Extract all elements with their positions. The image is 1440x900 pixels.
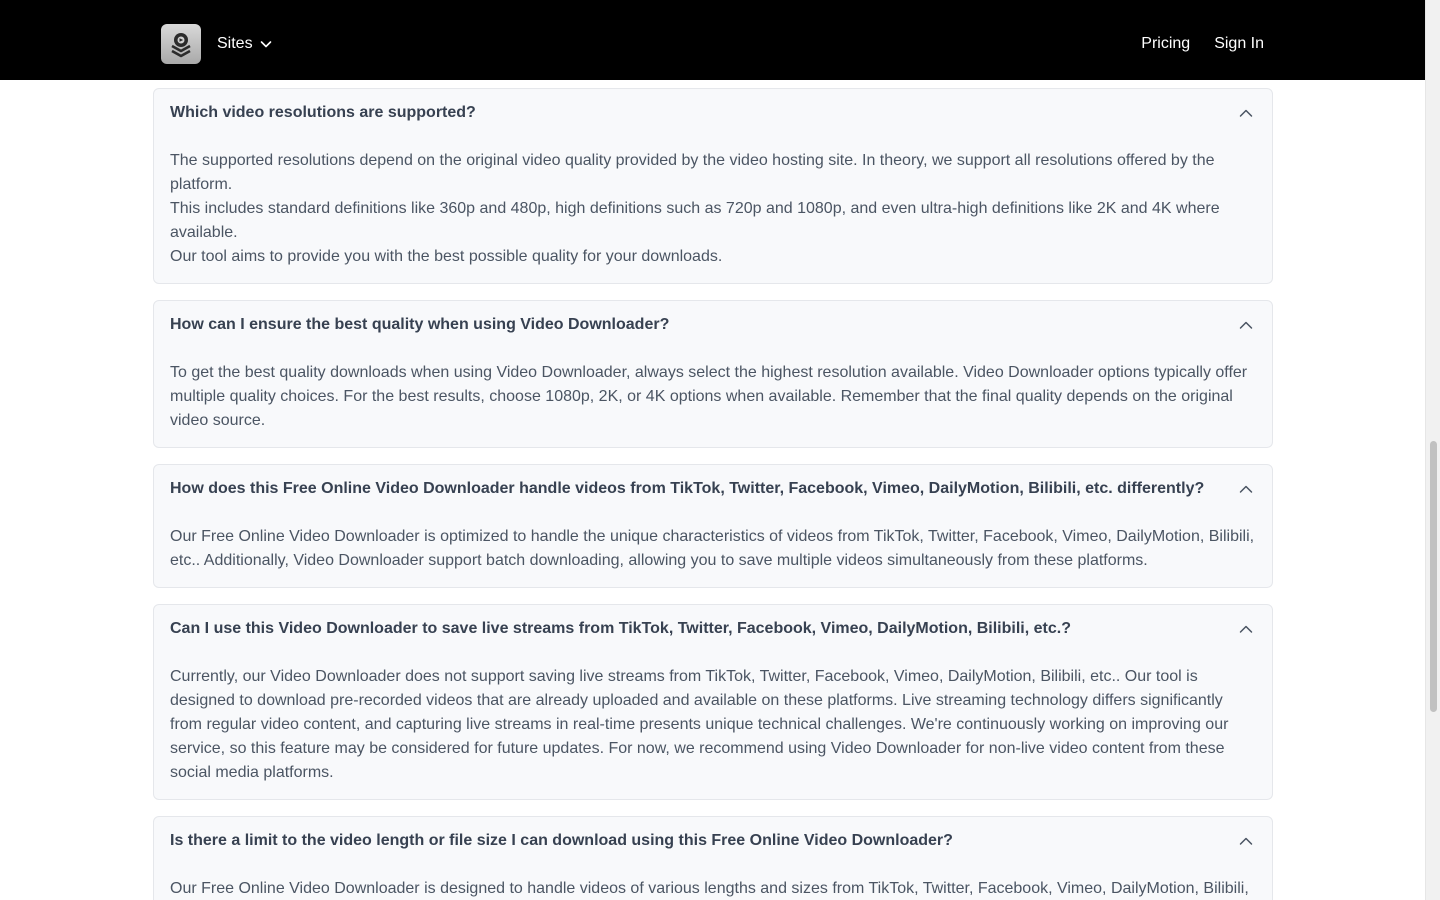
scrollbar-thumb[interactable]	[1430, 441, 1437, 712]
sites-dropdown[interactable]	[217, 31, 273, 57]
faq-question: Is there a limit to the video length or file size I can download using this Free Online Video Downloader?	[170, 832, 953, 849]
faq-answer-line: To get the best quality downloads when using Video Downloader, always select the highest resolution available. Video Downloader options typically offer multiple quality choices. For the best results, choose 1080p, 2K, or 4K options when available. Remember that the final quality depends on the original video source.	[170, 364, 1248, 429]
pricing-link[interactable]: Pricing	[1141, 35, 1191, 52]
faq-item-live-streams	[153, 604, 1273, 800]
faq-answer-line: The supported resolutions depend on the original video quality provided by the video hosting site. In theory, we support all resolutions offered by the platform.	[170, 152, 1215, 193]
faq-answer	[154, 641, 1272, 799]
faq-answer	[154, 337, 1272, 447]
faq-answer-line: Our Free Online Video Downloader is designed to handle videos of various lengths and sizes from TikTok, Twitter, Facebook, Vimeo, DailyMotion, Bilibili,	[170, 880, 1249, 897]
faq-question-row[interactable]	[154, 817, 1272, 853]
faq-item-size-limit	[153, 816, 1273, 900]
sites-label: Sites	[217, 35, 253, 52]
chevron-up-icon[interactable]	[1238, 105, 1254, 121]
faq-question: How does this Free Online Video Downloader handle videos from TikTok, Twitter, Facebook, Vimeo, DailyMotion, Bilibili, etc. differently?	[170, 480, 1205, 497]
faq-answer-line: Currently, our Video Downloader does not support saving live streams from TikTok, Twitter, Facebook, Vimeo, DailyMotion, Bilibili, etc.. Our tool is designed to download pre-recorded videos that are already uploaded and available on these platforms. Live streaming technology differs significantly from regular video content, and capturing live streams in real-time presents unique technical challenges. We're continuously working on improving our service, so this feature may be considered for future updates. For now, we recommend using Video Downloader for non-live video content from these social media platforms.	[170, 668, 1229, 781]
faq-answer-line: Our tool aims to provide you with the best possible quality for your downloads.	[170, 248, 723, 265]
faq-question: Can I use this Video Downloader to save live streams from TikTok, Twitter, Facebook, Vimeo, DailyMotion, Bilibili, etc.?	[170, 620, 1071, 637]
faq-answer-line: This includes standard definitions like 360p and 480p, high definitions such as 720p and 1080p, and even ultra-high definitions like 2K and 4K where available.	[170, 200, 1220, 241]
faq-question: Which video resolutions are supported?	[170, 104, 476, 121]
faq-question-row[interactable]	[154, 301, 1272, 337]
faq-answer	[154, 501, 1272, 587]
sign-in-link[interactable]: Sign In	[1214, 35, 1264, 52]
nav-right-links	[1141, 31, 1264, 57]
faq-item-resolutions	[153, 88, 1273, 284]
faq-question: How can I ensure the best quality when using Video Downloader?	[170, 316, 670, 333]
faq-question-row[interactable]	[154, 465, 1272, 501]
chevron-up-icon[interactable]	[1238, 481, 1254, 497]
chevron-up-icon[interactable]	[1238, 833, 1254, 849]
chevron-up-icon[interactable]	[1238, 317, 1254, 333]
vertical-scrollbar[interactable]	[1425, 0, 1440, 900]
faq-list	[153, 88, 1273, 900]
top-navbar	[0, 0, 1425, 80]
faq-item-platforms	[153, 464, 1273, 588]
faq-answer-line: Our Free Online Video Downloader is optimized to handle the unique characteristics of videos from TikTok, Twitter, Facebook, Vimeo, DailyMotion, Bilibili, etc.. Additionally, Video Downloader support batch downloading, allowing you to save multiple videos simultaneously from these platforms.	[170, 528, 1255, 569]
video-download-logo-icon[interactable]	[161, 24, 201, 64]
faq-question-row[interactable]	[154, 89, 1272, 125]
faq-item-best-quality	[153, 300, 1273, 448]
chevron-down-icon	[259, 37, 273, 51]
faq-answer	[154, 125, 1272, 283]
faq-question-row[interactable]	[154, 605, 1272, 641]
faq-answer	[154, 853, 1272, 900]
chevron-up-icon[interactable]	[1238, 621, 1254, 637]
